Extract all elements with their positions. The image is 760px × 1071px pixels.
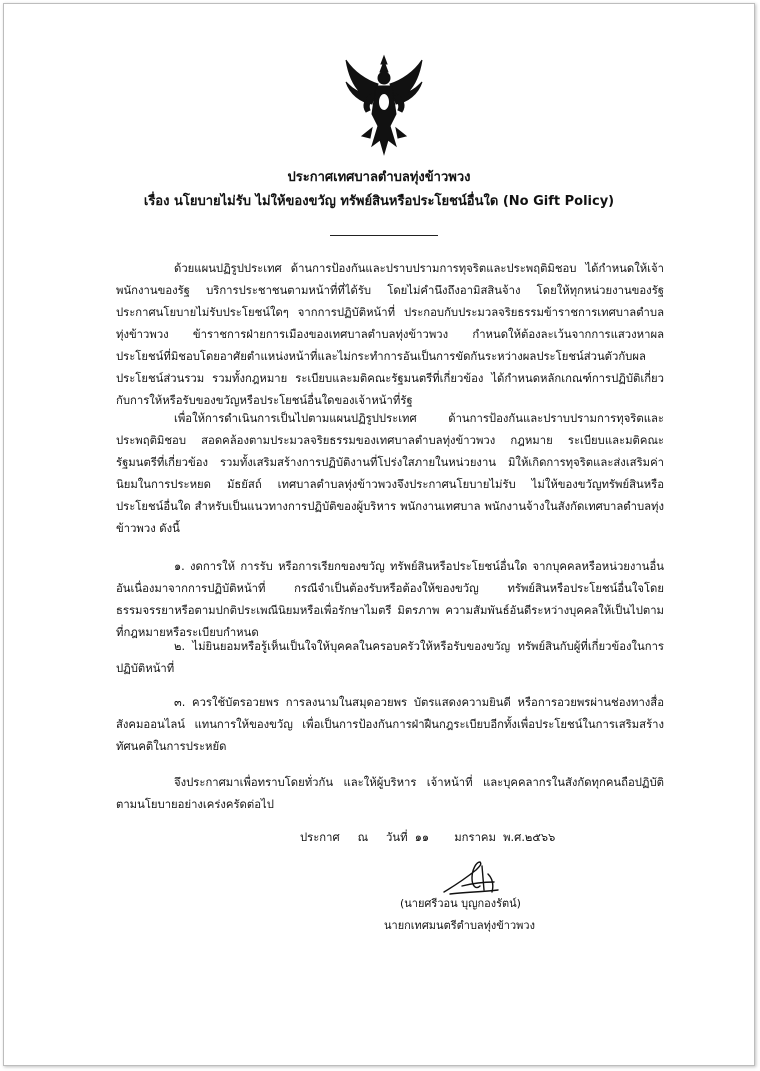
policy-item-2: ๒. ไม่ยินยอมหรือรู้เห็นเป็นใจให้บุคคลในครอบครัวให้หรือรับของขวัญ ทรัพย์สินกับผู้ที่เกี่ยวข้องในการปฏิบัติหน้าที่ <box>116 640 664 675</box>
signer-name: (นายศรีวอน บุญกองรัตน์) <box>400 897 521 910</box>
announcement-subject: เรื่อง นโยบายไม่รับ ไม่ให้ของขวัญ ทรัพย์สินหรือประโยชน์อื่นใด (No Gift Policy) <box>143 194 615 209</box>
title-divider <box>330 235 438 236</box>
signer-title: นายกเทศมนตรีตำบลทุ่งข้าวพวง <box>384 919 535 932</box>
paragraph-closing: จึงประกาศมาเพื่อทราบโดยทั่วกัน และให้ผู้บริหาร เจ้าหน้าที่ และบุคคลากรในสังกัดทุกคนถือปฏิบัติตามนโยบายอย่างเคร่งครัดต่อไป <box>116 776 664 811</box>
announcement-dateline: ประกาศ ณ วันที่ ๑๑ มกราคม พ.ศ.๒๕๖๖ <box>300 831 556 844</box>
document-page <box>3 3 755 1066</box>
paragraph-purpose: เพื่อให้การดำเนินการเป็นไปตามแผนปฏิรูปประเทศ ด้านการป้องกันและปราบปรามการทุจริตและประพฤติมิชอบ สอดคล้องตามประมวลจริยธรรมของเทศบาลตำบลทุ่งข้าวพวง กฎหมาย ระเบียบและมติคณะรัฐมนตรีที่เกี่ยวข้อง รวมทั้งเสริมสร้างการปฏิบัติงานที่โปร่งใสภายในหน่วยงาน มิให้เกิดการทุจริตและส่งเสริมค่านิยมในการประหยด มัธยัสถ์ เทศบาลตำบลทุ่งข้าวพวงจึงประกาศนโยบายไม่รับ ไม่ให้ของขวัญทรัพย์สินหรือประโยชน์อื่นใด สำหรับเป็นแนวทางการปฏิบัติของผู้บริหาร พนักงานเทศบาล พนักงานจ้างในสังกัดเทศบาลตำบลทุ่งข้าวพวง ดังนี้ <box>116 412 664 535</box>
policy-item-1: ๑. งดการให้ การรับ หรือการเรียกของขวัญ ทรัพย์สินหรือประโยชน์อื่นใด จากบุคคลหรือหน่วยงานอื่น อันเนื่องมาจากการปฏิบัติหน้าที่ กรณีจำเป็นต้องรับหรือต้องให้ของขวัญ ทรัพย์สินหรือประโยชน์อื่นใจโดยธรรมจรรยาหรือตามปกติประเพณีนิยมหรือเพื่อรักษาไมตรี มิตรภาพ ความสัมพันธ์อันดีระหว่างบุคคลให้เป็นไปตามที่กฎหมายหรือระเบียบกำหนด <box>116 560 664 639</box>
policy-item-3: ๓. ควรใช้บัตรอวยพร การลงนามในสมุดอวยพร บัตรแสดงความยินดี หรือการอวยพรผ่านช่องทางสื่อสังคมออนไลน์ แทนการให้ของขวัญ เพื่อเป็นการป้องกันการฝ่าฝืนกฎระเบียบอีกทั้งเพื่อประโยชน์ในการเสริมสร้างทัศนคติในการประหยัด <box>116 696 664 753</box>
announcement-title: ประกาศเทศบาลตำบลทุ่งข้าวพวง <box>287 170 471 185</box>
paragraph-intro: ด้วยแผนปฏิรูปประเทศ ด้านการป้องกันและปราบปรามการทุจริตและประพฤติมิชอบ ได้กำหนดให้เจ้าพนักงานของรัฐ บริการประชาชนตามหน้าที่ที่ได้รับ โดยไม่คำนึงถึงอามิสสินจ้าง โดยให้ทุกหน่วยงานของรัฐประกาศนโยบายไม่รับประโยชน์ใดๆ จากการปฏิบัติหน้าที่ ประกอบกับประมวลจริยธรรมข้าราชการเทศบาลตำบลทุ่งข้าวพวง ข้าราชการฝ่ายการเมืองของเทศบาลตำบลทุ่งข้าวพวง กำหนดให้ต้องละเว้นจากการแสวงหาผลประโยชน์ที่มิชอบโดยอาศัยตำแหน่งหน้าที่และไม่กระทำการอันเป็นการขัดกันระหว่างผลประโยชน์ส่วนตัวกับผลประโยชน์ส่วนรวม รวมทั้งกฎหมาย ระเบียบและมติคณะรัฐมนตรีที่เกี่ยวข้อง ได้กำหนดหลักเกณฑ์การปฏิบัติเกี่ยวกับการให้หรือรับของขวัญหรือประโยชน์อื่นใดของเจ้าหน้าที่รัฐ <box>116 262 664 407</box>
garuda-emblem-icon <box>342 54 426 158</box>
